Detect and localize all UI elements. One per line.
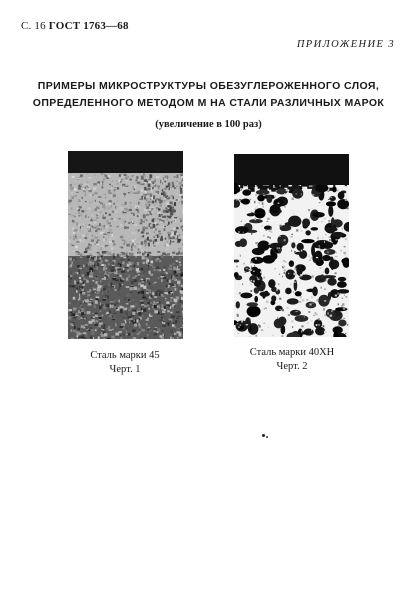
appendix-label: ПРИЛОЖЕНИЕ 3 <box>296 39 395 50</box>
page-number: С. 16 <box>21 20 46 32</box>
print-speck <box>266 436 268 438</box>
standard-number: ГОСТ 1763—68 <box>48 20 129 32</box>
micrograph-steel-40xn <box>234 154 349 337</box>
print-speck <box>262 434 265 437</box>
caption-drawing-number: Черт. 2 <box>276 361 308 372</box>
magnification-note: (увеличение в 100 раз) <box>155 119 262 130</box>
figure-caption-1 <box>65 349 185 377</box>
page-header <box>21 20 129 32</box>
figure-caption-2 <box>232 346 352 374</box>
micrograph-steel-45 <box>68 151 183 339</box>
title-line-1: ПРИМЕРЫ МИКРОСТРУКТУРЫ ОБЕЗУГЛЕРОЖЕННОГО СЛОЯ, <box>37 80 380 92</box>
title-line-2: ОПРЕДЕЛЕННОГО МЕТОДОМ М НА СТАЛИ РАЗЛИЧНЫХ МАРОК <box>32 97 385 109</box>
caption-steel-grade: Сталь марки 45 <box>90 350 160 361</box>
caption-drawing-number: Черт. 1 <box>109 364 141 375</box>
page-title <box>0 78 417 112</box>
caption-steel-grade: Сталь марки 40ХН <box>249 347 335 358</box>
